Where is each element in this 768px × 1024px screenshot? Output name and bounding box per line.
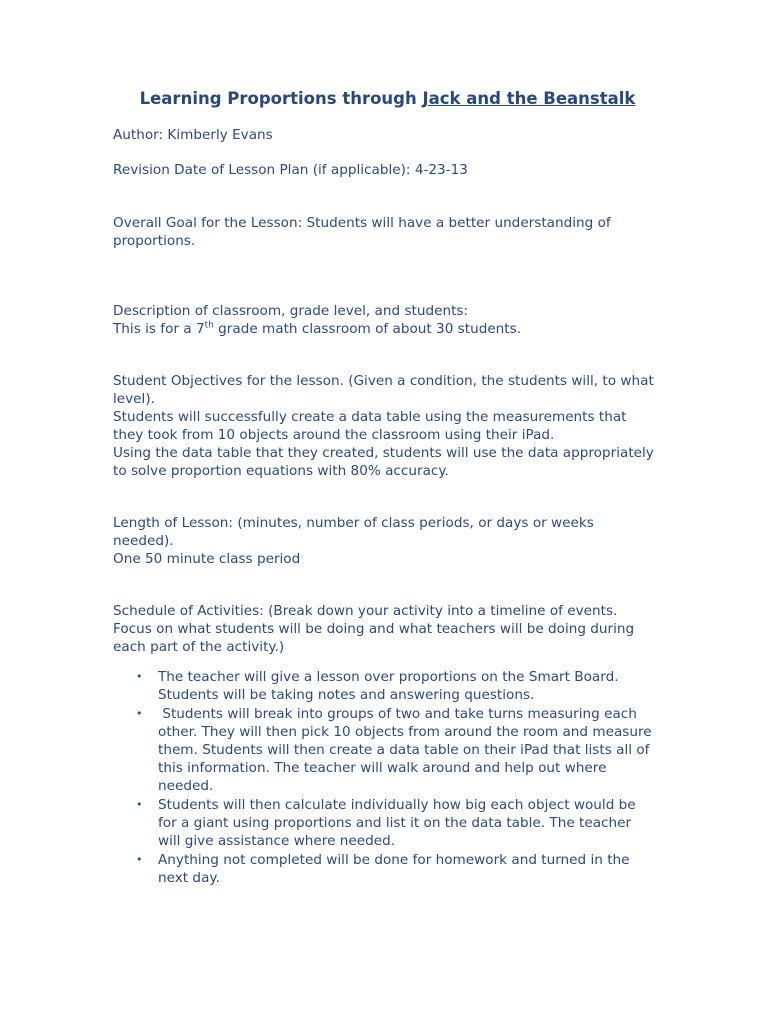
title-prefix: Learning Proportions through bbox=[139, 89, 423, 108]
bullet-icon: • bbox=[136, 798, 143, 811]
objective-2: Using the data table that they created, students will use the data appropriately to solve proportion equations with 80% accuracy. bbox=[113, 445, 654, 479]
list-item-text: Students will then calculate individually how big each object would be for a giant using proportions and list it on the data table. The teacher will give assistance where needed. bbox=[158, 797, 636, 849]
bullet-icon: • bbox=[136, 853, 143, 866]
objective-1: Students will successfully create a data table using the measurements that they took from 10 objects around the classroom using their iPad. bbox=[113, 409, 627, 443]
description-section bbox=[113, 302, 656, 338]
ordinal-superscript: th bbox=[204, 320, 214, 331]
author-line: Author: Kimberly Evans bbox=[113, 127, 273, 143]
list-item bbox=[136, 668, 656, 704]
list-item-text: Anything not completed will be done for homework and turned in the next day. bbox=[158, 852, 630, 886]
description-body bbox=[113, 320, 656, 338]
description-heading: Description of classroom, grade level, and students: bbox=[113, 303, 469, 319]
list-item-text: The teacher will give a lesson over proportions on the Smart Board. Students will be taking notes and answering questions. bbox=[158, 669, 619, 703]
bullet-icon: • bbox=[136, 707, 143, 720]
length-heading: Length of Lesson: (minutes, number of class periods, or days or weeks needed). bbox=[113, 515, 594, 549]
list-item-text: Students will break into groups of two and take turns measuring each other. They will then pick 10 objects from around the room and measure them. Students will then create a data table on their iPad that lists all of this information. The teacher will walk around and help out where needed. bbox=[158, 706, 656, 794]
list-item bbox=[136, 796, 656, 850]
schedule-heading: Schedule of Activities: (Break down your activity into a timeline of events. Focus on what students will be doing and what teachers will be doing during each part of the activity.) bbox=[113, 603, 635, 655]
document-title bbox=[113, 88, 656, 110]
schedule-list bbox=[113, 668, 656, 887]
bullet-icon: • bbox=[136, 670, 143, 683]
length-body: One 50 minute class period bbox=[113, 551, 301, 567]
revision-date-line: Revision Date of Lesson Plan (if applicable): 4-23-13 bbox=[113, 162, 468, 178]
list-item bbox=[136, 851, 656, 887]
length-section bbox=[113, 514, 656, 568]
title-book-name: Jack and the Beanstalk bbox=[422, 89, 636, 108]
objectives-section bbox=[113, 372, 656, 480]
description-body-end: grade math classroom of about 30 students. bbox=[213, 321, 522, 337]
description-body-start: This is for a 7 bbox=[113, 321, 205, 337]
list-item bbox=[136, 705, 656, 795]
objectives-heading: Student Objectives for the lesson. (Given a condition, the students will, to what level). bbox=[113, 373, 654, 407]
overall-goal: Overall Goal for the Lesson: Students will have a better understanding of proportions. bbox=[113, 215, 611, 249]
